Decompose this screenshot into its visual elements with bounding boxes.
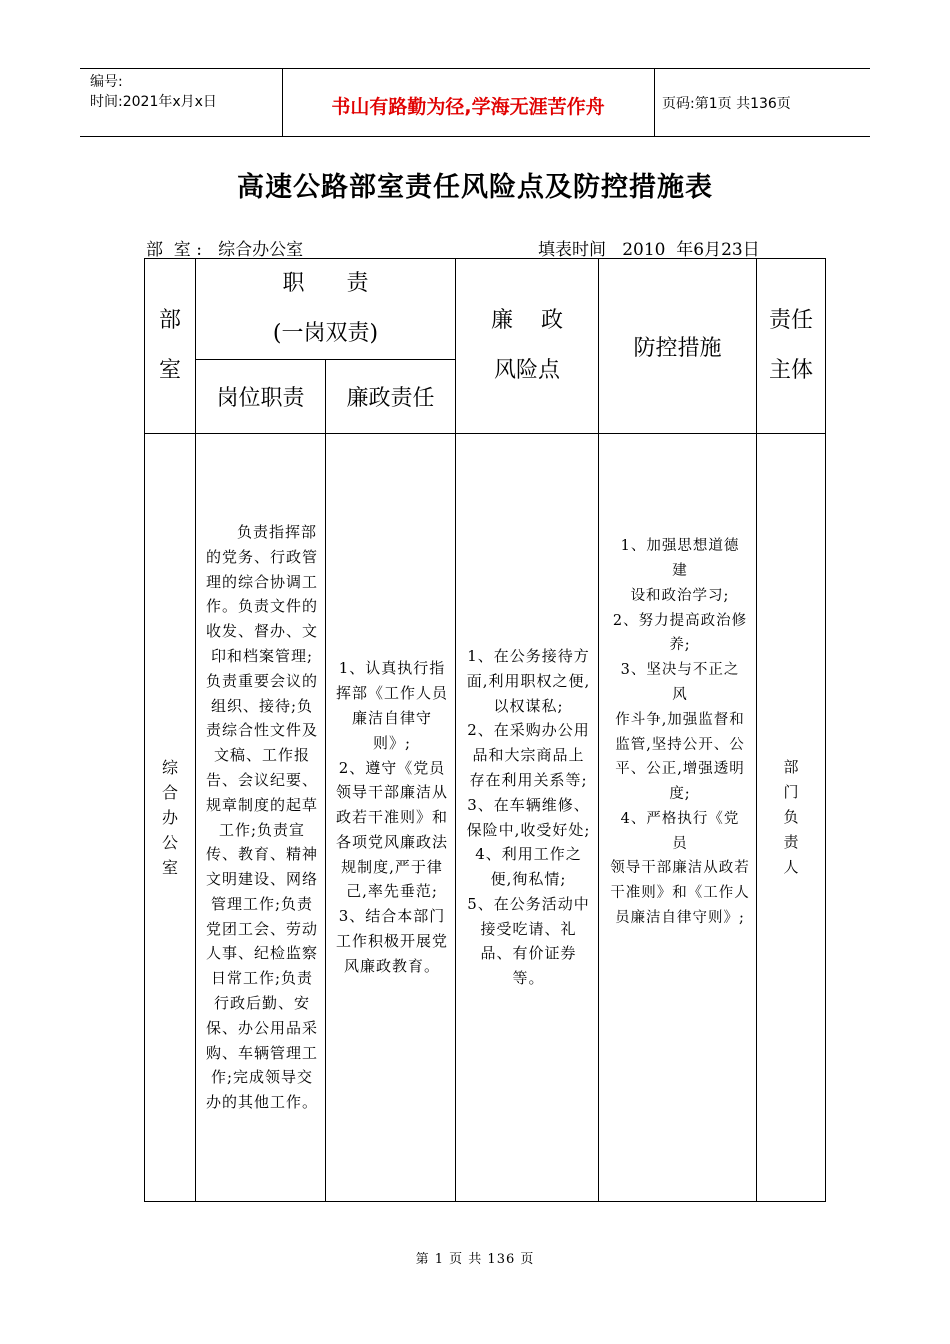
row-dept-char: 室 <box>161 858 178 877</box>
header-subject-line1: 责任 <box>769 308 814 333</box>
row-measures-list <box>608 534 752 931</box>
measure-4b: 员 <box>672 835 688 852</box>
header-top-rule <box>80 68 870 69</box>
measure-2: 2、努力提高政治修养; <box>612 612 748 654</box>
table-row <box>145 434 826 1202</box>
row-subject-char: 负 <box>783 808 799 826</box>
header-risk-line2: 风险点 <box>494 358 561 383</box>
header-dept-char-2: 室 <box>158 358 181 383</box>
header-post-duty: 岗位职责 <box>196 360 326 434</box>
header-duty-cell <box>196 259 456 360</box>
header-number-label: 编号: <box>90 74 123 90</box>
row-dept-char: 办 <box>161 808 178 827</box>
header-motto: 书山有路勤为径,学海无涯苦作舟 <box>331 96 605 118</box>
responsibility-risk-table <box>144 258 826 1202</box>
header-bottom-rule <box>80 136 870 137</box>
header-divider-2 <box>654 68 655 136</box>
row-subject-char: 门 <box>783 783 799 801</box>
document-title: 高速公路部室责任风险点及防控措施表 <box>237 172 713 203</box>
page-footer: 第 1 页 共 136 页 <box>415 1252 535 1267</box>
header-time-label: 时间:2021年x月x日 <box>90 94 217 110</box>
row-risk-points-cell <box>456 434 599 1202</box>
department-label: 部 室 : 综合办公室 <box>146 240 304 260</box>
row-subject-char: 责 <box>783 833 799 851</box>
header-duty-title: 职 责 <box>282 271 369 296</box>
row-dept-char: 综 <box>161 758 178 777</box>
header-subject-cell <box>757 259 826 434</box>
header-duty-subtitle: (一岗双责) <box>272 321 379 346</box>
fill-date-label: 填表时间 2010 年6月23日 <box>538 240 760 260</box>
row-subject-char: 人 <box>783 858 799 876</box>
measure-3b: 风 <box>672 686 688 703</box>
row-dept-char: 公 <box>161 833 178 852</box>
row-measures-cell <box>599 434 757 1202</box>
measure-1c: 设和政治学习; <box>630 587 730 604</box>
measure-1b: 建 <box>672 562 688 579</box>
measure-3a: 3、坚决与不正之 <box>620 662 740 679</box>
header-subject-line2: 主体 <box>769 358 814 383</box>
row-integrity-duty-text: 1、认真执行指挥部《工作人员廉洁自律守则》; 2、遵守《党员领导干部廉洁从政若干准则》和各项党风廉政法规制度,严于律己,率先垂范; 3、结合本部门工作积极开展党风廉政教育。 <box>336 659 449 975</box>
row-post-duty-text: 负责指挥部的党务、行政管理的综合协调工作。负责文件的收发、督办、文印和档案管理;负责重要会议的组织、接待;负责综合性文件及文稿、工作报告、会议纪要、规章制度的起草工作;负责宣传、教育、精神文明建设、网络管理工作;负责党团工会、劳动人事、纪检监察日常工作;负责行政后勤、安保、办公用品采购、车辆管理工作;完成领导交办的其他工作。 <box>205 522 318 1112</box>
row-post-duty-cell <box>196 434 326 1202</box>
row-dept-char: 合 <box>161 783 178 802</box>
row-integrity-duty-cell <box>326 434 456 1202</box>
header-integrity-duty: 廉政责任 <box>326 360 456 434</box>
header-risk-line1: 廉 政 <box>491 308 563 333</box>
header-risk-cell <box>456 259 599 434</box>
header-page-label: 页码:第1页 共136页 <box>662 96 791 112</box>
row-subject-cell <box>757 434 826 1202</box>
measure-3c: 作斗争,加强监督和监管,坚持公开、公平、公正,增强透明度; <box>615 711 745 803</box>
header-info <box>90 72 217 112</box>
header-dept-char-1: 部 <box>158 308 181 333</box>
measure-1a: 1、加强思想道德 <box>620 538 740 555</box>
measure-4c: 领导干部廉洁从政若干准则》和《工作人员廉洁自律守则》; <box>610 860 750 927</box>
row-risk-points-text: 1、在公务接待方面,利用职权之便,以权谋私; 2、在采购办公用品和大宗商品上存在利用关系等; 3、在车辆维修、保险中,收受好处; 4、利用工作之便,徇私情; 5、在公务活动中接受吃请、礼品、有价证券等。 <box>466 646 591 988</box>
header-measures-cell: 防控措施 <box>599 259 757 434</box>
row-dept-cell <box>145 434 196 1202</box>
row-subject-char: 部 <box>783 758 799 776</box>
measure-4a: 4、严格执行《党 <box>620 810 740 827</box>
header-dept-cell <box>145 259 196 434</box>
